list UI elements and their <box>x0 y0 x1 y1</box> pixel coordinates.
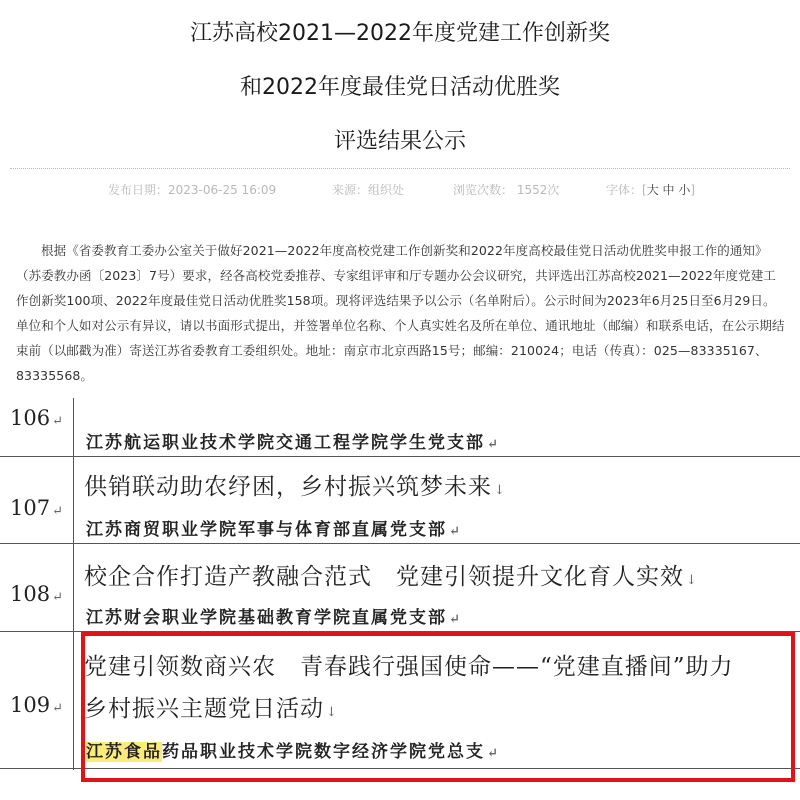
divider <box>10 168 790 169</box>
title-line-1: 江苏高校2021—2022年度党建工作创新奖 <box>190 21 610 46</box>
title-line-2: 和2022年度最佳党日活动优胜奖 <box>240 75 560 100</box>
table-column-divider <box>73 398 74 770</box>
table-row-divider <box>0 456 800 457</box>
row-org: 江苏财会职业学院基础教育学院直属党支部 ↵ <box>86 608 462 628</box>
row-org: 江苏航运职业技术学院交通工程学院学生党支部 ↵ <box>86 433 500 453</box>
row-number: 108 ↵ <box>10 582 63 606</box>
font-size-selector: 字体：[大 中 小] <box>606 183 696 197</box>
row-number: 106 ↵ <box>10 406 63 430</box>
font-large-link[interactable]: 大 <box>646 183 659 197</box>
row-title-continued: 乡村振兴主题党日活动 ↓ <box>84 696 338 722</box>
row-title: 供销联动助农纾困，乡村振兴筑梦未来 ↓ <box>84 474 506 500</box>
source: 来源：组织处 <box>332 183 405 197</box>
announcement-paragraph: 根据《省委教育工委办公室关于做好2021—2022年度高校党建工作创新奖和2022年度高校最佳党日活动优胜奖申报工作的通知》（苏委教办函〔2023〕7号）要求，经各高校党委推荐、专家组评审和厅专题办公会议研究，共评选出江苏高校2021—2022年度党建工作创新奖100项、2022年度最佳党日活动优胜奖158项。现将评选结果予以公示（名单附后）。公示时间为2023年6月25日至6月29日。单位和个人如对公示有异议，请以书面形式提出，并签署单位名称、个人真实姓名及所在单位、通讯地址（邮编）和联系电话，在公示期结束前（以邮戳为准）寄送江苏省委教育工委组织处。地址：南京市北京西路15号；邮编：210024；电话（传真）：025—83335167、83335568。 <box>16 243 785 383</box>
font-medium-link[interactable]: 中 <box>662 183 675 197</box>
publish-date: 发布日期：2023-06-25 16:09 <box>108 183 277 197</box>
row-title: 党建引领数商兴农 青春践行强国使命——“党建直播间”助力 <box>84 654 734 680</box>
highlighted-text: 江苏食品 <box>86 742 162 762</box>
row-number: 107 ↵ <box>10 496 63 520</box>
highlight-box <box>81 632 795 782</box>
table-row-divider <box>0 543 800 544</box>
row-title: 校企合作打造产教融合范式 党建引领提升文化育人实效 ↓ <box>84 564 698 590</box>
row-org: 江苏食品药品职业技术学院数字经济学院党总支 ↵ <box>86 742 500 762</box>
row-org: 江苏商贸职业学院军事与体育部直属党支部 ↵ <box>86 520 462 540</box>
title-line-3: 评选结果公示 <box>333 129 466 154</box>
font-small-link[interactable]: 小 <box>678 183 691 197</box>
row-number: 109 ↵ <box>10 693 63 717</box>
view-count: 浏览次数： 1552次 <box>453 183 560 197</box>
font-size-label: 字体： <box>606 183 643 197</box>
